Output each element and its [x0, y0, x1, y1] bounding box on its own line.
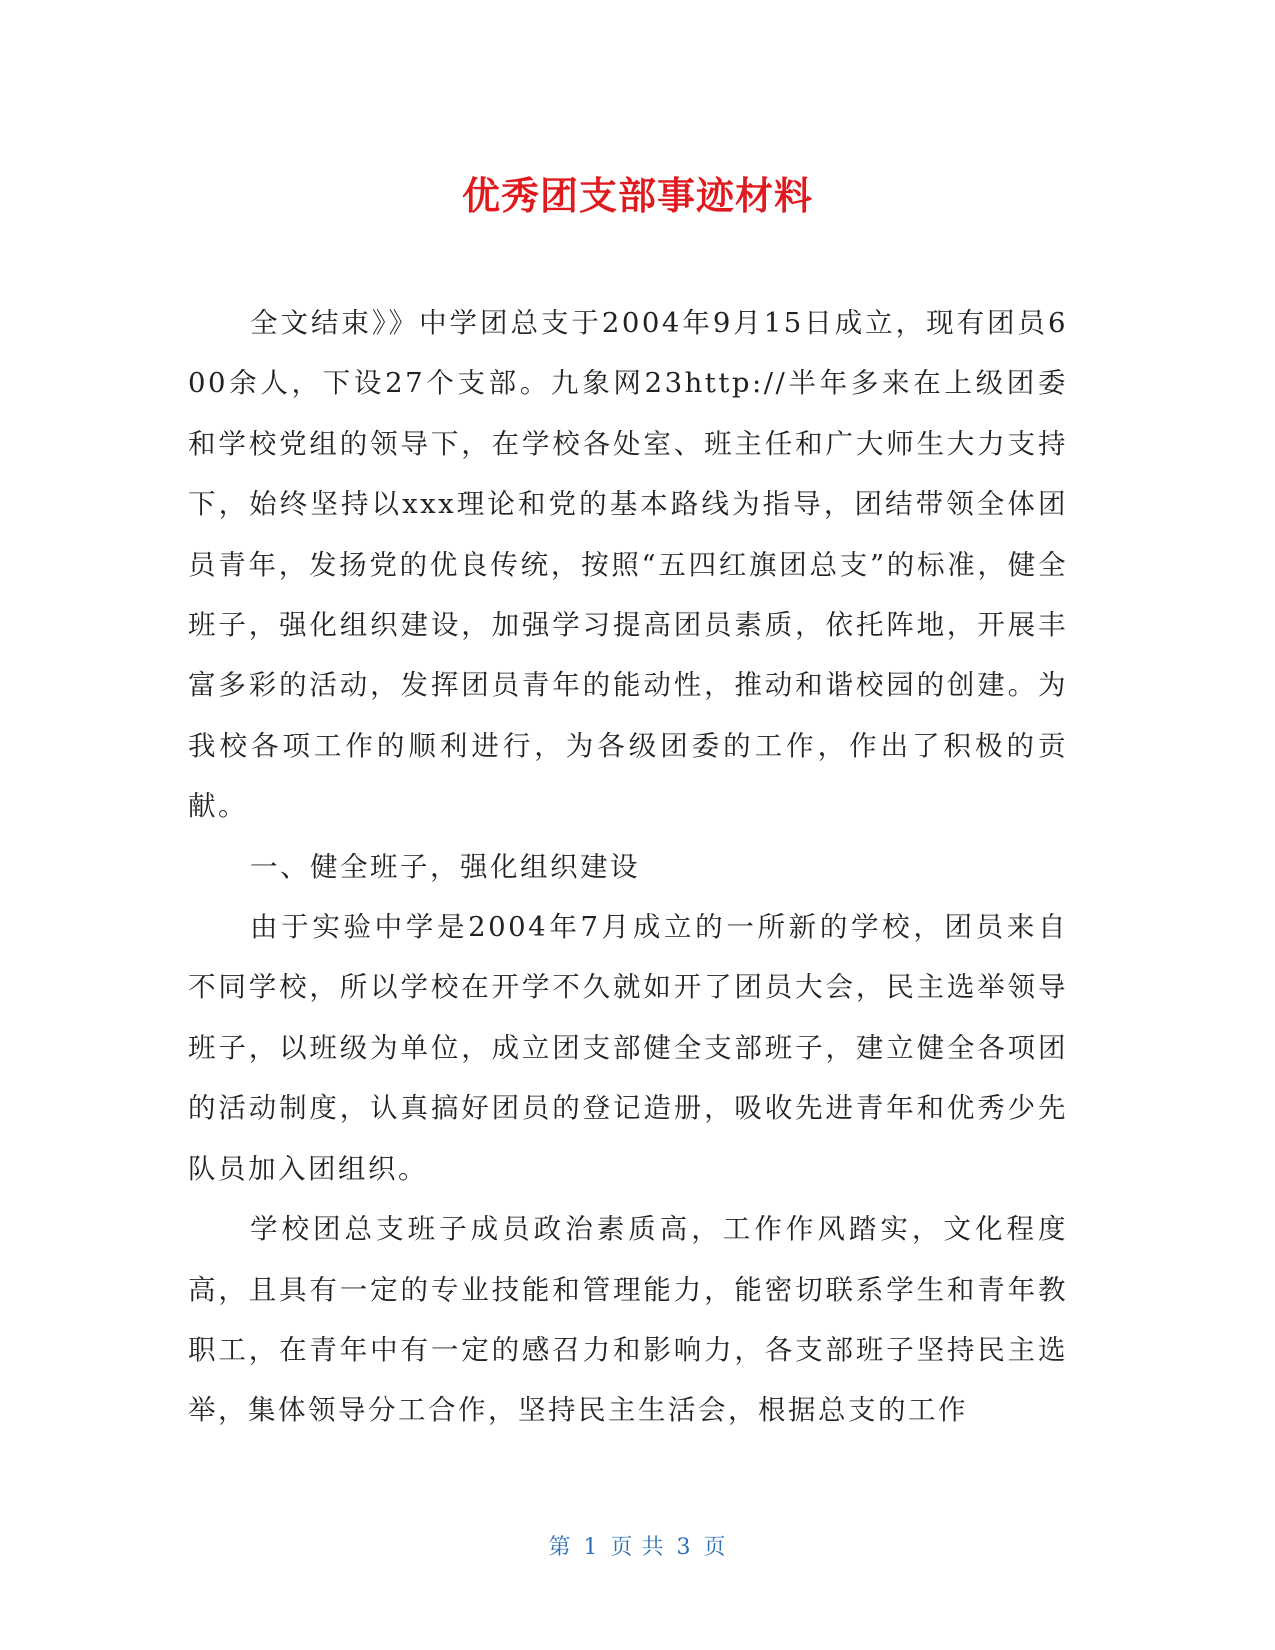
document-body	[188, 293, 1068, 1441]
paragraph-intro: 全文结束》》中学团总支于2004年9月15日成立，现有团员600余人，下设27个支部。九象网23http://半年多来在上级团委和学校党组的领导下，在学校各处室、班主任和广大师生大力支持下，始终坚持以xxx理论和党的基本路线为指导，团结带领全体团员青年，发扬党的优良传统，按照“五四红旗团总支”的标准，健全班子，强化组织建设，加强学习提高团员素质，依托阵地，开展丰富多彩的活动，发挥团员青年的能动性，推动和谐校园的创建。为我校各项工作的顺利进行，为各级团委的工作，作出了积极的贡献。	[188, 307, 1068, 823]
paragraph-section1-a: 由于实验中学是2004年7月成立的一所新的学校，团员来自不同学校，所以学校在开学不久就如开了团员大会，民主选举领导班子，以班级为单位，成立团支部健全支部班子，建立健全各项团的活动制度，认真搞好团员的登记造册，吸收先进青年和优秀少先队员加入团组织。	[188, 911, 1068, 1185]
footer-suffix: 页	[703, 1535, 727, 1560]
document-title: 优秀团支部事迹材料	[461, 174, 813, 218]
paragraph-section1-b: 学校团总支班子成员政治素质高，工作作风踏实，文化程度高，且具有一定的专业技能和管理能力，能密切联系学生和青年教职工，在青年中有一定的感召力和影响力，各支部班子坚持民主选举，集体领导分工合作，坚持民主生活会，根据总支的工作	[188, 1213, 1068, 1427]
footer-total-pages: 3	[676, 1535, 692, 1560]
footer-mid: 页 共	[610, 1535, 665, 1560]
section-heading-1: 一、健全班子，强化组织建设	[250, 850, 640, 883]
page-footer	[0, 1530, 1275, 1561]
footer-prefix: 第	[548, 1535, 572, 1560]
footer-current-page: 1	[583, 1535, 599, 1560]
